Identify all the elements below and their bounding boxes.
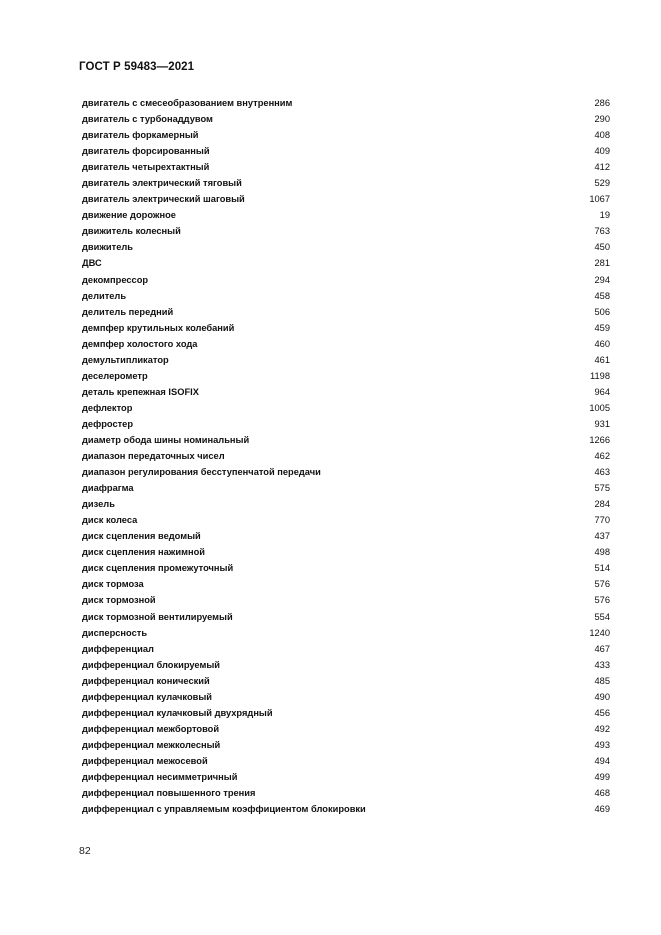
index-term: дизель xyxy=(82,499,115,510)
index-page-ref: 485 xyxy=(594,675,610,686)
index-page-ref: 468 xyxy=(594,788,610,799)
index-page-ref: 459 xyxy=(594,322,610,333)
index-entry xyxy=(79,95,610,111)
index-term: движитель xyxy=(82,242,133,253)
index-term: дифференциал повышенного трения xyxy=(82,788,256,799)
index-entry xyxy=(79,496,610,512)
index-entry xyxy=(79,480,610,496)
index-page-ref: 281 xyxy=(594,258,610,269)
index-entry xyxy=(79,769,610,785)
index-term: диск сцепления промежуточный xyxy=(82,563,234,574)
index-page-ref: 763 xyxy=(594,226,610,237)
index-entry xyxy=(79,143,610,159)
index-page-ref: 1240 xyxy=(589,627,610,638)
index-page-ref: 493 xyxy=(594,739,610,750)
index-term: диск сцепления нажимной xyxy=(82,547,205,558)
index-entry xyxy=(79,272,610,288)
index-page-ref: 456 xyxy=(594,707,610,718)
index-entry xyxy=(79,544,610,560)
index-term: деталь крепежная ISOFIX xyxy=(82,386,199,397)
index-term: дифференциал xyxy=(82,643,154,654)
index-page-ref: 498 xyxy=(594,547,610,558)
index-term: демпфер крутильных колебаний xyxy=(82,322,235,333)
index-term: делитель передний xyxy=(82,306,174,317)
index-entry xyxy=(79,336,610,352)
index-term: делитель xyxy=(82,290,127,301)
index-entry xyxy=(79,368,610,384)
index-entry xyxy=(79,721,610,737)
index-page-ref: 494 xyxy=(594,755,610,766)
index-page-ref: 409 xyxy=(594,146,610,157)
index-term: двигатель электрический шаговый xyxy=(82,194,245,205)
page-number: 82 xyxy=(79,845,91,857)
index-entry xyxy=(79,801,610,817)
index-term: диапазон передаточных чисел xyxy=(82,451,225,462)
index-page-ref: 514 xyxy=(594,563,610,574)
index-term: дифференциал с управляемым коэффициентом блокировки xyxy=(82,804,366,815)
index-entry xyxy=(79,705,610,721)
index-entry xyxy=(79,159,610,175)
index-entry xyxy=(79,416,610,432)
index-page-ref: 294 xyxy=(594,274,610,285)
index-term: диск сцепления ведомый xyxy=(82,531,201,542)
index-entry xyxy=(79,432,610,448)
index-entry xyxy=(79,239,610,255)
index-term: деселерометр xyxy=(82,370,148,381)
index-term: диаметр обода шины номинальный xyxy=(82,434,250,445)
index-page-ref: 463 xyxy=(594,467,610,478)
index-page-ref: 458 xyxy=(594,290,610,301)
index-entry xyxy=(79,400,610,416)
index-term: двигатель электрический тяговый xyxy=(82,178,242,189)
index-page-ref: 576 xyxy=(594,595,610,606)
index-entry xyxy=(79,111,610,127)
index-page-ref: 499 xyxy=(594,771,610,782)
index-page-ref: 490 xyxy=(594,691,610,702)
document-header: ГОСТ Р 59483—2021 xyxy=(79,61,195,73)
index-entry xyxy=(79,288,610,304)
index-term: демпфер холостого хода xyxy=(82,338,198,349)
index-term: двигатель четырехтактный xyxy=(82,162,210,173)
index-entry xyxy=(79,384,610,400)
index-page-ref: 576 xyxy=(594,579,610,590)
index-term: диск колеса xyxy=(82,515,138,526)
index-entry xyxy=(79,673,610,689)
index-term: дифференциал кулачковый xyxy=(82,691,213,702)
index-entry xyxy=(79,689,610,705)
index-term: дифференциал межосевой xyxy=(82,755,208,766)
index-term: дифференциал кулачковый двухрядный xyxy=(82,707,273,718)
index-term: дефлектор xyxy=(82,402,133,413)
index-page-ref: 1266 xyxy=(589,434,610,445)
index-term: дисперсность xyxy=(82,627,148,638)
index-term: дифференциал конический xyxy=(82,675,210,686)
index-entry xyxy=(79,191,610,207)
index-term: дифференциал блокируемый xyxy=(82,659,221,670)
index-term: демультипликатор xyxy=(82,354,169,365)
index-entry xyxy=(79,609,610,625)
index-entry xyxy=(79,207,610,223)
index-term: движение дорожное xyxy=(82,210,176,221)
index-term: дефростер xyxy=(82,418,134,429)
index-entry xyxy=(79,625,610,641)
index-entry xyxy=(79,560,610,576)
index-page-ref: 408 xyxy=(594,130,610,141)
index-term: диск тормозной вентилируемый xyxy=(82,611,233,622)
index-term: ДВС xyxy=(82,258,102,269)
index-page-ref: 506 xyxy=(594,306,610,317)
index-term: дифференциал несимметричный xyxy=(82,771,238,782)
index-entry xyxy=(79,448,610,464)
index-list xyxy=(79,95,610,817)
index-page-ref: 19 xyxy=(599,210,610,221)
index-entry xyxy=(79,320,610,336)
index-entry xyxy=(79,753,610,769)
index-term: движитель колесный xyxy=(82,226,181,237)
index-page-ref: 1005 xyxy=(589,402,610,413)
index-entry xyxy=(79,737,610,753)
index-page-ref: 461 xyxy=(594,354,610,365)
index-entry xyxy=(79,255,610,271)
index-entry xyxy=(79,657,610,673)
index-page-ref: 964 xyxy=(594,386,610,397)
index-page-ref: 460 xyxy=(594,338,610,349)
index-page-ref: 290 xyxy=(594,114,610,125)
index-page-ref: 433 xyxy=(594,659,610,670)
index-page-ref: 931 xyxy=(594,418,610,429)
index-page-ref: 437 xyxy=(594,531,610,542)
index-page-ref: 469 xyxy=(594,804,610,815)
index-page-ref: 450 xyxy=(594,242,610,253)
index-page-ref: 492 xyxy=(594,723,610,734)
index-entry xyxy=(79,304,610,320)
index-term: диск тормоза xyxy=(82,579,144,590)
index-entry xyxy=(79,352,610,368)
index-entry xyxy=(79,223,610,239)
index-entry xyxy=(79,127,610,143)
index-term: диск тормозной xyxy=(82,595,156,606)
index-term: двигатель форкамерный xyxy=(82,130,199,141)
index-page-ref: 284 xyxy=(594,499,610,510)
index-entry xyxy=(79,592,610,608)
index-term: декомпрессор xyxy=(82,274,149,285)
index-entry xyxy=(79,576,610,592)
index-term: двигатель с турбонаддувом xyxy=(82,114,213,125)
index-page-ref: 554 xyxy=(594,611,610,622)
index-entry xyxy=(79,175,610,191)
index-page-ref: 1198 xyxy=(590,370,610,381)
index-page-ref: 770 xyxy=(594,515,610,526)
index-term: диапазон регулирования бесступенчатой передачи xyxy=(82,467,321,478)
index-page-ref: 462 xyxy=(594,451,610,462)
index-page-ref: 467 xyxy=(594,643,610,654)
index-entry xyxy=(79,528,610,544)
index-page-ref: 286 xyxy=(594,98,610,108)
index-term: двигатель форсированный xyxy=(82,146,210,157)
index-term: двигатель с смесеобразованием внутренним xyxy=(82,98,293,108)
index-page-ref: 1067 xyxy=(589,194,610,205)
index-term: дифференциал межбортовой xyxy=(82,723,220,734)
index-term: диафрагма xyxy=(82,483,134,494)
index-page-ref: 529 xyxy=(594,178,610,189)
index-entry xyxy=(79,512,610,528)
index-page-ref: 412 xyxy=(594,162,610,173)
index-entry xyxy=(79,785,610,801)
index-entry xyxy=(79,641,610,657)
index-page-ref: 575 xyxy=(594,483,610,494)
index-entry xyxy=(79,464,610,480)
index-term: дифференциал межколесный xyxy=(82,739,221,750)
